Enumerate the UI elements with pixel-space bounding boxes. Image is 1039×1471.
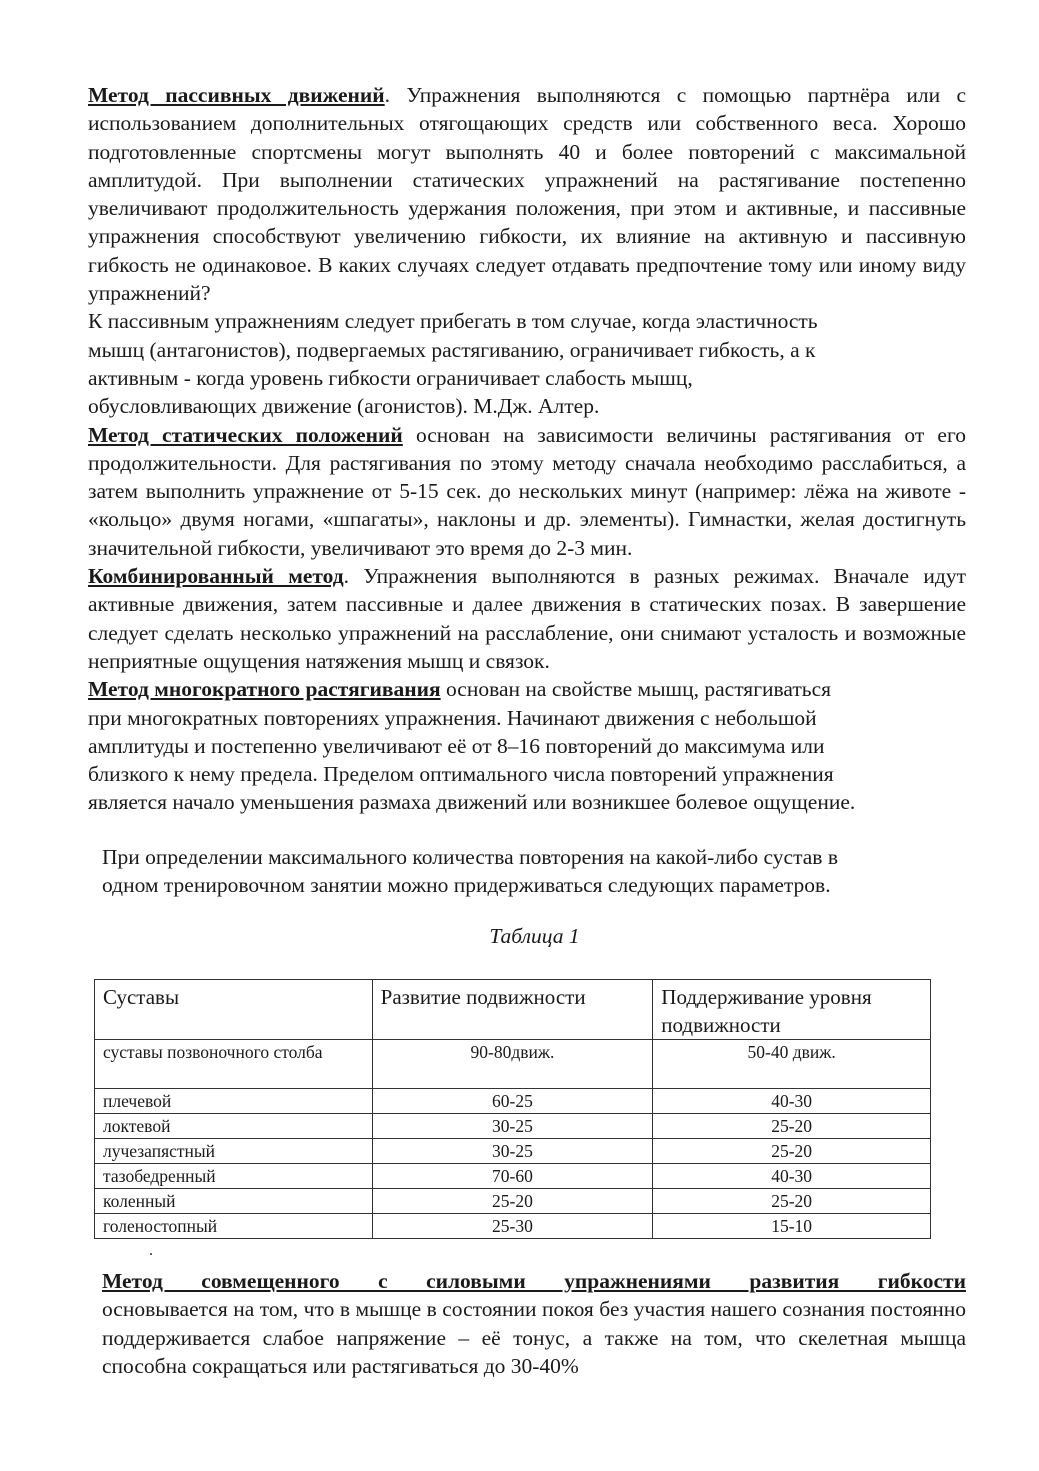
table-cell-maintenance: 40-30 <box>653 1164 931 1189</box>
table-row <box>95 1040 931 1089</box>
table-intro-line-1: При определении максимального количества повторения на какой-либо сустав в <box>102 845 838 869</box>
repeated-method-line-3: амплитуды и постепенно увеличивают её от 8–16 повторений до максимума или <box>88 733 825 758</box>
table-caption: Таблица 1 <box>489 924 580 948</box>
table-cell-development: 90-80движ. <box>372 1040 653 1089</box>
table-cell-maintenance: 25-20 <box>653 1139 931 1164</box>
passive-method-term: Метод пассивных движений <box>88 83 385 107</box>
static-method-paragraph <box>88 421 966 562</box>
table-cell-development: 60-25 <box>372 1089 653 1114</box>
repeated-method-line-2: при многократных повторениях упражнения. Начинают движения с небольшой <box>88 705 817 730</box>
quote-line-3: активным - когда уровень гибкости ограничивает слабость мышц, <box>88 365 693 390</box>
main-text-block <box>88 81 966 817</box>
passive-method-text: . Упражнения выполняются с помощью партнёра или с использованием дополнительных отягощающих средств или собственного веса. Хорошо подготовленные спортсмены могут выполнять 40 и более повторений с максимальной амплитудой. При выполнении статических упражнений на растягивание постепенно увеличивают продолжительность удержания положения, при этом и активные, и пассивные упражнения способствуют увеличению гибкости, их влияние на активную и пассивную гибкость не одинаковое. В каких случаях следует отдавать предпочтение тому или иному виду упражнений? <box>88 83 967 306</box>
table-row <box>95 1164 931 1189</box>
repeated-method-line-5: является начало уменьшения размаха движений или возникшее болевое ощущение. <box>88 790 856 815</box>
quote-paragraph <box>88 307 966 420</box>
table-cell-maintenance: 50-40 движ. <box>653 1040 931 1089</box>
combined-method-text: . Упражнения выполняются в разных режимах. Вначале идут активные движения, затем пассивные и далее движения в статических позах. В завершение следует сделать несколько упражнений на расслабление, они снимают усталость и возможные неприятные ощущения натяжения мышц и связок. <box>88 564 966 673</box>
table-cell-maintenance: 40-30 <box>653 1089 931 1114</box>
repeated-method-term: Метод многократного растягивания <box>88 677 441 702</box>
table-cell-maintenance: 25-20 <box>653 1114 931 1139</box>
quote-line-1: К пассивным упражнениям следует прибегать в том случае, когда эластичность <box>88 309 818 334</box>
table-row <box>95 1214 931 1239</box>
stray-mark: . <box>149 1242 153 1259</box>
header-joints: Суставы <box>95 980 373 1040</box>
combined-strength-term: Метод совмещенного с силовыми упражнениями развития гибкости <box>102 1269 966 1293</box>
repeated-method-line-4: близкого к нему предела. Пределом оптимального числа повторений упражнения <box>88 762 834 787</box>
table-cell-joint: локтевой <box>95 1114 373 1139</box>
table-cell-development: 30-25 <box>372 1114 653 1139</box>
table-header-row <box>95 980 931 1040</box>
joints-table <box>94 979 931 1239</box>
table-row <box>95 1139 931 1164</box>
combined-strength-text: основывается на том, что в мышце в состоянии покоя без участия нашего сознания постоянно поддерживается слабое напряжение – её тонус, а также на том, что скелетная мышца способна сокращаться или растягиваться до 30-40% <box>102 1297 966 1378</box>
header-maintenance: Поддерживание уровня подвижности <box>653 980 931 1040</box>
static-method-text: основан на зависимости величины растягивания от его продолжительности. Для растягивания по этому методу сначала необходимо расслабиться, а затем выполнить упражнение от 5-15 сек. до нескольких минут (например: лёжа на животе - «кольцо» двумя ногами, «шпагаты», наклоны и др. элементы). Гимнастки, желая достигнуть значительной гибкости, увеличивают это время до 2-3 мин. <box>88 422 966 560</box>
table-cell-development: 70-60 <box>372 1164 653 1189</box>
table-row <box>95 1189 931 1214</box>
quote-line-2: мышц (антагонистов), подвергаемых растягиванию, ограничивает гибкость, а к <box>88 337 816 362</box>
repeated-method-line-1: основан на свойстве мышц, растягиваться <box>440 677 832 702</box>
combined-method-paragraph <box>88 562 966 675</box>
static-method-term: Метод статических положений <box>88 422 403 447</box>
table-cell-joint: лучезапястный <box>95 1139 373 1164</box>
table-cell-maintenance: 25-20 <box>653 1189 931 1214</box>
combined-method-term: Комбинированный метод <box>88 564 344 589</box>
table-intro-paragraph <box>102 843 962 900</box>
table-cell-maintenance: 15-10 <box>653 1214 931 1239</box>
table-row <box>95 1114 931 1139</box>
table-cell-joint: суставы позвоночного столба <box>95 1040 373 1089</box>
header-development: Развитие подвижности <box>372 980 653 1040</box>
combined-strength-paragraph <box>102 1267 966 1380</box>
passive-method-paragraph <box>88 81 966 307</box>
table-cell-development: 25-30 <box>372 1214 653 1239</box>
repeated-method-paragraph <box>88 675 966 816</box>
table-cell-joint: коленный <box>95 1189 373 1214</box>
table-row <box>95 1089 931 1114</box>
table-cell-development: 30-25 <box>372 1139 653 1164</box>
table-cell-development: 25-20 <box>372 1189 653 1214</box>
table-cell-joint: тазобедренный <box>95 1164 373 1189</box>
quote-line-4: обусловливающих движение (агонистов). М.Дж. Алтер. <box>88 394 600 419</box>
table-intro-line-2: одном тренировочном занятии можно придерживаться следующих параметров. <box>102 873 831 898</box>
table-cell-joint: плечевой <box>95 1089 373 1114</box>
table-cell-joint: голеностопный <box>95 1214 373 1239</box>
